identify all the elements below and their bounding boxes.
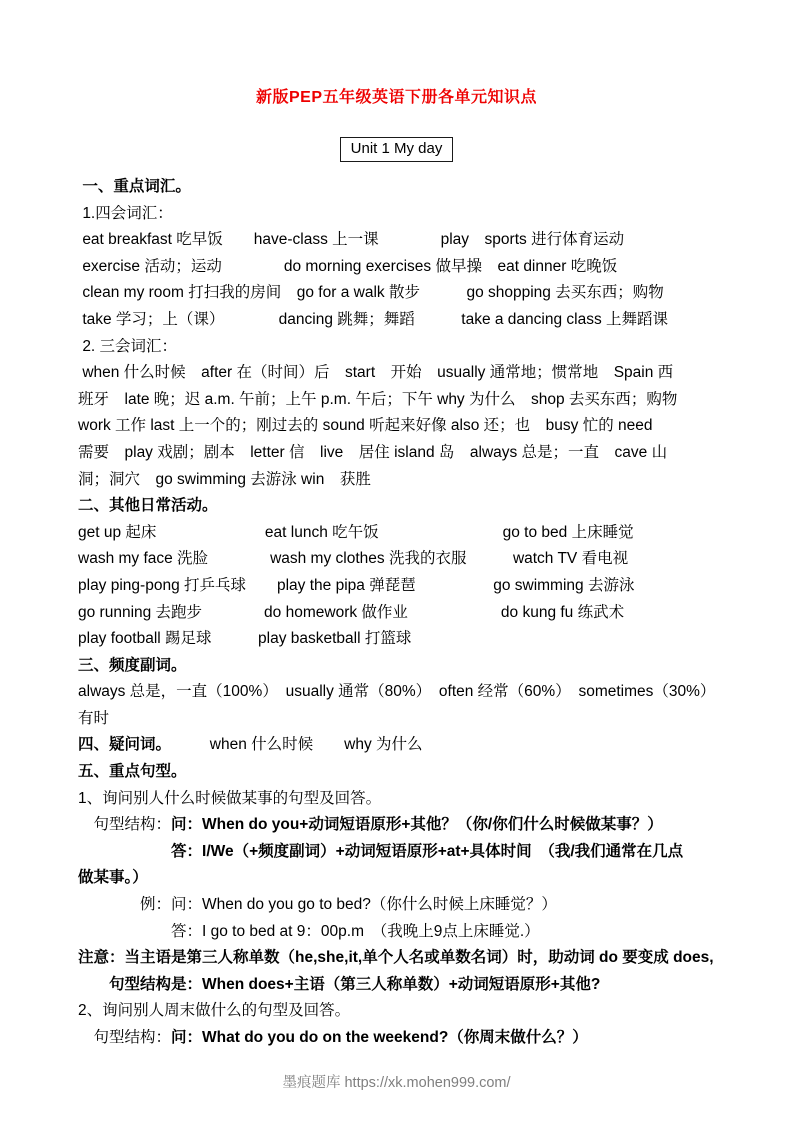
text-segment: get up 起床 eat lunch 吃午饭 go to bed 上床睡觉 — [78, 523, 634, 541]
text-line — [78, 653, 723, 680]
text-line — [78, 227, 723, 254]
text-segment-bold: 答：I/We（+频度副词）+动词短语原形+at+具体时间 （我/我们通常在几点 — [171, 842, 684, 860]
text-segment: clean my room 打扫我的房间 go for a walk 散步 go shopping 去买东西；购物 — [78, 284, 664, 302]
text-line — [78, 201, 723, 228]
text-line — [78, 280, 723, 307]
text-line — [78, 839, 723, 866]
text-segment-bold: 句型结构是：When does+主语（第三人称单数）+动词短语原形+其他? — [78, 975, 601, 993]
text-segment: 答：I go to bed at 9：00p.m （我晚上9点上床睡觉.） — [78, 922, 540, 940]
text-line — [78, 387, 723, 414]
text-segment-bold: 问：What do you do on the weekend?（你周末做什么？） — [171, 1029, 588, 1046]
text-line — [78, 520, 723, 547]
text-segment-bold: 四、疑问词。 — [78, 736, 164, 754]
text-segment-bold: 注意 — [78, 949, 110, 967]
text-segment: work 工作 last 上一个的；刚过去的 sound 听起来好像 also 还；也 busy 忙的 need — [78, 417, 653, 435]
text-line — [78, 972, 723, 999]
text-segment: 需要 play 戏剧；剧本 letter 信 live 居住 island 岛 always 总是；一直 cave 山 — [78, 443, 668, 461]
text-segment: always 总是，一直（100%） usually 通常（80%） often 经常（60%） sometimes（30%） — [78, 683, 716, 701]
unit-title-box: Unit 1 My day — [340, 137, 454, 162]
text-line — [78, 865, 723, 892]
text-segment: 2. 三会词汇： — [78, 337, 178, 355]
text-line — [78, 440, 723, 467]
text-line — [78, 679, 723, 706]
text-segment: play ping-pong 打乒乓球 play the pipa 弹琵琶 go swimming 去游泳 — [78, 576, 635, 594]
document-title: 新版PEP五年级英语下册各单元知识点 — [255, 89, 538, 106]
text-segment: 洞；洞穴 go swimming 去游泳 win 获胜 — [78, 470, 371, 488]
text-segment: wash my face 洗脸 wash my clothes 洗我的衣服 watch TV 看电视 — [78, 550, 629, 568]
text-segment-bold: 问：When do you+动词短语原形+其他？（你/你们什么时候做某事？） — [171, 816, 663, 834]
text-segment: 句型结构： — [78, 816, 172, 834]
text-line — [78, 600, 723, 627]
text-line — [78, 573, 723, 600]
footer-watermark: 墨痕题库 https://xk.mohen999.com/ — [282, 1075, 511, 1091]
text-line — [78, 413, 723, 440]
text-line — [78, 759, 723, 786]
text-segment-bold: 二、其他日常活动。 — [78, 497, 218, 515]
text-line — [78, 467, 723, 494]
text-segment-bold: 当主语是第三人称单数（he,she,it,单个人名或单数名词）时，助动词 do 要变成 does, — [124, 949, 714, 967]
text-segment: eat breakfast 吃早饭 have-class 上一课 play sports 进行体育运动 — [78, 231, 625, 249]
text-segment: play football 踢足球 play basketball 打篮球 — [78, 630, 412, 648]
text-segment: 1.四会词汇： — [78, 204, 173, 222]
text-segment: exercise 活动；运动 do morning exercises 做早操 eat dinner 吃晚饭 — [78, 257, 618, 275]
text-line — [78, 307, 723, 334]
text-segment-bold: 一、重点词汇。 — [78, 178, 191, 195]
text-segment: 句型结构： — [78, 1029, 172, 1046]
text-line — [78, 706, 723, 733]
text-line — [78, 546, 723, 573]
text-segment: 班牙 late 晚；迟 a.m. 午前；上午 p.m. 午后；下午 why 为什么 shop 去买东西；购物 — [78, 390, 678, 408]
text-line — [78, 732, 723, 759]
unit-title-row — [0, 137, 793, 163]
text-line — [78, 360, 723, 387]
text-segment: 例：问：When do you go to bed?（你什么时候上床睡觉？） — [78, 896, 557, 914]
text-segment: take 学习；上（课） dancing 跳舞；舞蹈 take a dancing class 上舞蹈课 — [78, 310, 669, 328]
text-segment: when 什么时候 why 为什么 — [163, 736, 423, 754]
text-segment-bold: 做某事。） — [78, 869, 148, 887]
document-body — [0, 174, 793, 1052]
text-line — [78, 892, 723, 919]
text-segment-bold: 三、频度副词。 — [78, 656, 187, 674]
text-line — [78, 812, 723, 839]
text-line — [78, 493, 723, 520]
text-line — [78, 998, 723, 1025]
text-line — [78, 945, 723, 972]
text-segment — [78, 843, 171, 860]
text-line — [78, 626, 723, 653]
text-segment-bold: ： — [109, 949, 125, 967]
text-segment: when 什么时候 after 在（时间）后 start 开始 usually 通常地；惯常地 Spain 西 — [78, 364, 674, 382]
text-segment: 有时 — [78, 709, 110, 727]
text-line — [78, 1025, 723, 1052]
text-segment: go running 去跑步 do homework 做作业 do kung fu 练武术 — [78, 603, 625, 621]
text-line — [78, 919, 723, 946]
text-line — [78, 174, 723, 201]
text-line — [78, 786, 723, 813]
text-segment: 2、询问别人周末做什么的句型及回答。 — [78, 1002, 351, 1020]
text-line — [78, 334, 723, 361]
text-segment-bold: 五、重点句型。 — [78, 763, 187, 781]
text-segment: 1、询问别人什么时候做某事的句型及回答。 — [78, 789, 382, 807]
text-line — [78, 254, 723, 281]
